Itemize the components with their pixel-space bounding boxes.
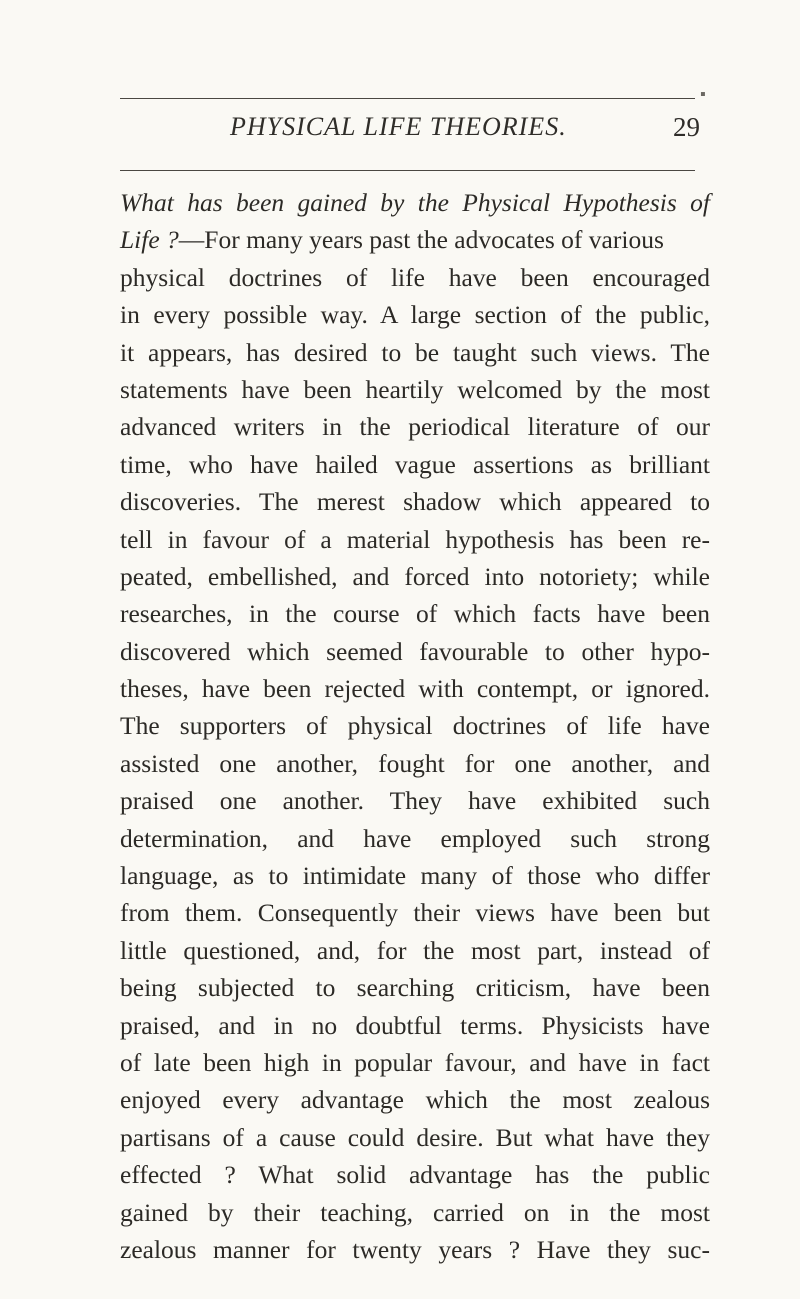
text-line: language, as to intimidate many of those who differ: [120, 861, 710, 891]
heading-line-1: [120, 184, 710, 221]
text-line: assisted one another, fought for one another, and: [120, 748, 710, 778]
text-line: For many years past the advocates of various: [204, 225, 664, 255]
text-line: determination, and have employed such strong: [120, 823, 710, 853]
text-line: discoveries. The merest shadow which appeared to: [120, 487, 710, 517]
text-line: tell in favour of a material hypothesis has been re-: [120, 524, 710, 554]
text-line: it appears, has desired to be taught such views. The: [120, 337, 710, 367]
section-heading-part-1: What has been gained by the Physical Hypothesis of: [120, 188, 710, 217]
text-line: statements have been heartily welcomed by the most: [120, 374, 710, 404]
text-line: from them. Consequently their views have been but: [120, 898, 710, 928]
running-head: [120, 112, 700, 156]
text-line: little questioned, and, for the most part, instead of: [120, 935, 710, 965]
text-line: being subjected to searching criticism, have been: [120, 973, 710, 1003]
text-line: theses, have been rejected with contempt, or ignored.: [120, 674, 710, 704]
text-line: enjoyed every advantage which the most zealous: [120, 1085, 710, 1115]
text-line: time, who have hailed vague assertions as brilliant: [120, 449, 710, 479]
heading-dash: —: [178, 225, 205, 255]
heading-line-2: [120, 221, 710, 258]
text-line: partisans of a cause could desire. But what have they: [120, 1122, 710, 1152]
section-heading-part-2: Life ?: [120, 225, 179, 255]
text-line: in every possible way. A large section of the public,: [120, 300, 710, 330]
text-line: zealous manner for twenty years ? Have they suc-: [120, 1234, 710, 1264]
text-line: of late been high in popular favour, and have in fact: [120, 1047, 710, 1077]
text-line: gained by their teaching, carried on in the most: [120, 1197, 710, 1227]
text-line: praised one another. They have exhibited such: [120, 786, 710, 816]
header-rule-bottom: [120, 170, 695, 171]
text-line: physical doctrines of life have been encouraged: [120, 262, 710, 292]
text-line: researches, in the course of which facts have been: [120, 599, 710, 629]
header-rule-top: [120, 98, 695, 99]
body-paragraph: [120, 184, 710, 1268]
text-line: peated, embellished, and forced into notoriety; while: [120, 561, 710, 591]
text-line: advanced writers in the periodical literature of our: [120, 412, 710, 442]
running-title: PHYSICAL LIFE THEORIES.: [230, 112, 567, 141]
page-number: 29: [673, 112, 700, 142]
text-line: The supporters of physical doctrines of life have: [120, 711, 710, 741]
text-line: praised, and in no doubtful terms. Physicists have: [120, 1010, 710, 1040]
text-line: discovered which seemed favourable to other hypo-: [120, 636, 710, 666]
margin-speck: ▪: [700, 86, 706, 103]
text-line: effected ? What solid advantage has the public: [120, 1160, 710, 1190]
